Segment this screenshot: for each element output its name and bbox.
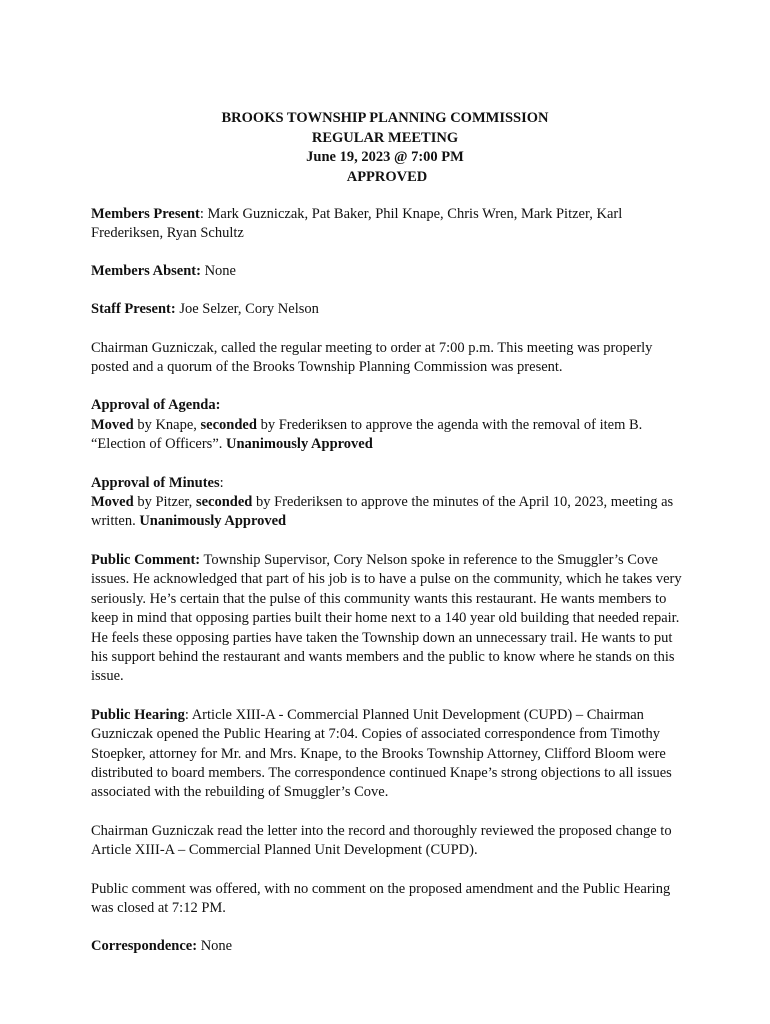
agenda-moved-label: Moved <box>91 416 134 433</box>
hearing-closed-paragraph: Public comment was offered, with no comment on the proposed amendment and the Public Hearing was closed at 7:12 PM. <box>91 880 671 916</box>
approval-status: APPROVED <box>346 168 428 185</box>
meeting-type: REGULAR MEETING <box>311 129 459 146</box>
approval-agenda-heading: Approval of Agenda: <box>91 397 221 414</box>
public-comment-paragraph <box>91 551 687 687</box>
public-hearing-text: : Article XIII-A - Commercial Planned Unit Development (CUPD) – Chairman Guzniczak opened the Public Hearing at 7:04. Copies of associated correspondence from Timothy Stoepker, attorney for Mr. and Mrs. Knape, to the Brooks Township Attorney, Clifford Bloom were distributed to board members. The correspondence continued Knape’s strong objections to all issues associated with the rebuilding of Smuggler’s Cove. <box>91 706 672 801</box>
agenda-seconded-text: by Frederiksen to approve the agenda with the removal of item B. “Election of Officers”. <box>91 416 643 453</box>
meeting-date-time: June 19, 2023 @ 7:00 PM <box>306 149 464 165</box>
letter-read-paragraph: Chairman Guzniczak read the letter into the record and thoroughly reviewed the proposed change to Article XIII-A – Commercial Planned Unit Development (CUPD). <box>91 822 672 859</box>
approval-agenda-paragraph <box>91 396 687 454</box>
organization-title: BROOKS TOWNSHIP PLANNING COMMISSION <box>221 110 549 126</box>
minutes-result: Unanimously Approved <box>139 513 287 530</box>
approval-minutes-paragraph <box>91 474 687 532</box>
agenda-seconded-label: seconded <box>200 416 257 433</box>
agenda-moved-text: by Knape, <box>133 416 201 433</box>
staff-present-text: Joe Selzer, Cory Nelson <box>175 301 319 318</box>
staff-present-label: Staff Present: <box>91 301 176 318</box>
members-present-label: Members Present <box>91 206 200 222</box>
call-to-order-paragraph: Chairman Guzniczak, called the regular meeting to order at 7:00 p.m. This meeting was properly posted and a quorum of the Brooks Township Planning Commission was present. <box>91 339 653 376</box>
members-absent-label: Members Absent: <box>91 262 201 279</box>
members-present-text: : Mark Guzniczak, Pat Baker, Phil Knape, Chris Wren, Mark Pitzer, Karl Frederiksen, Ryan Schultz <box>91 206 623 242</box>
members-absent-text: None <box>200 262 236 279</box>
staff-present-paragraph <box>91 300 687 319</box>
members-present-paragraph <box>91 205 687 244</box>
minutes-body <box>91 205 687 976</box>
correspondence-label: Correspondence: <box>91 938 198 955</box>
minutes-moved-text: by Pitzer, <box>133 494 196 511</box>
public-comment-text: Township Supervisor, Cory Nelson spoke in reference to the Smuggler’s Cove issues. He acknowledged that part of his job is to have a pulse on the community, which he takes very seriously. He’s certain that the pulse of this community wants this restaurant. He wants members to keep in mind that opposing parties built their home next to a 140 year old building that needed repair. He feels these opposing parties have taken the Township down an unnecessary trail. He wants to put his support behind the restaurant and wants members and the public to know where he stands on this issue. <box>91 551 682 685</box>
public-comment-label: Public Comment: <box>91 551 201 568</box>
minutes-seconded-text: by Frederiksen to approve the minutes of the April 10, 2023, meeting as written. <box>91 494 674 530</box>
correspondence-paragraph <box>91 937 687 956</box>
agenda-result: Unanimously Approved <box>226 436 373 453</box>
public-hearing-paragraph <box>91 706 687 803</box>
approval-minutes-colon: : <box>219 474 224 491</box>
public-hearing-label: Public Hearing <box>91 706 185 723</box>
minutes-seconded-label: seconded <box>195 494 253 511</box>
document-header <box>0 109 770 187</box>
correspondence-text: None <box>197 938 233 955</box>
approval-minutes-heading: Approval of Minutes <box>91 474 220 491</box>
minutes-moved-label: Moved <box>91 494 134 511</box>
members-absent-paragraph <box>91 262 687 281</box>
